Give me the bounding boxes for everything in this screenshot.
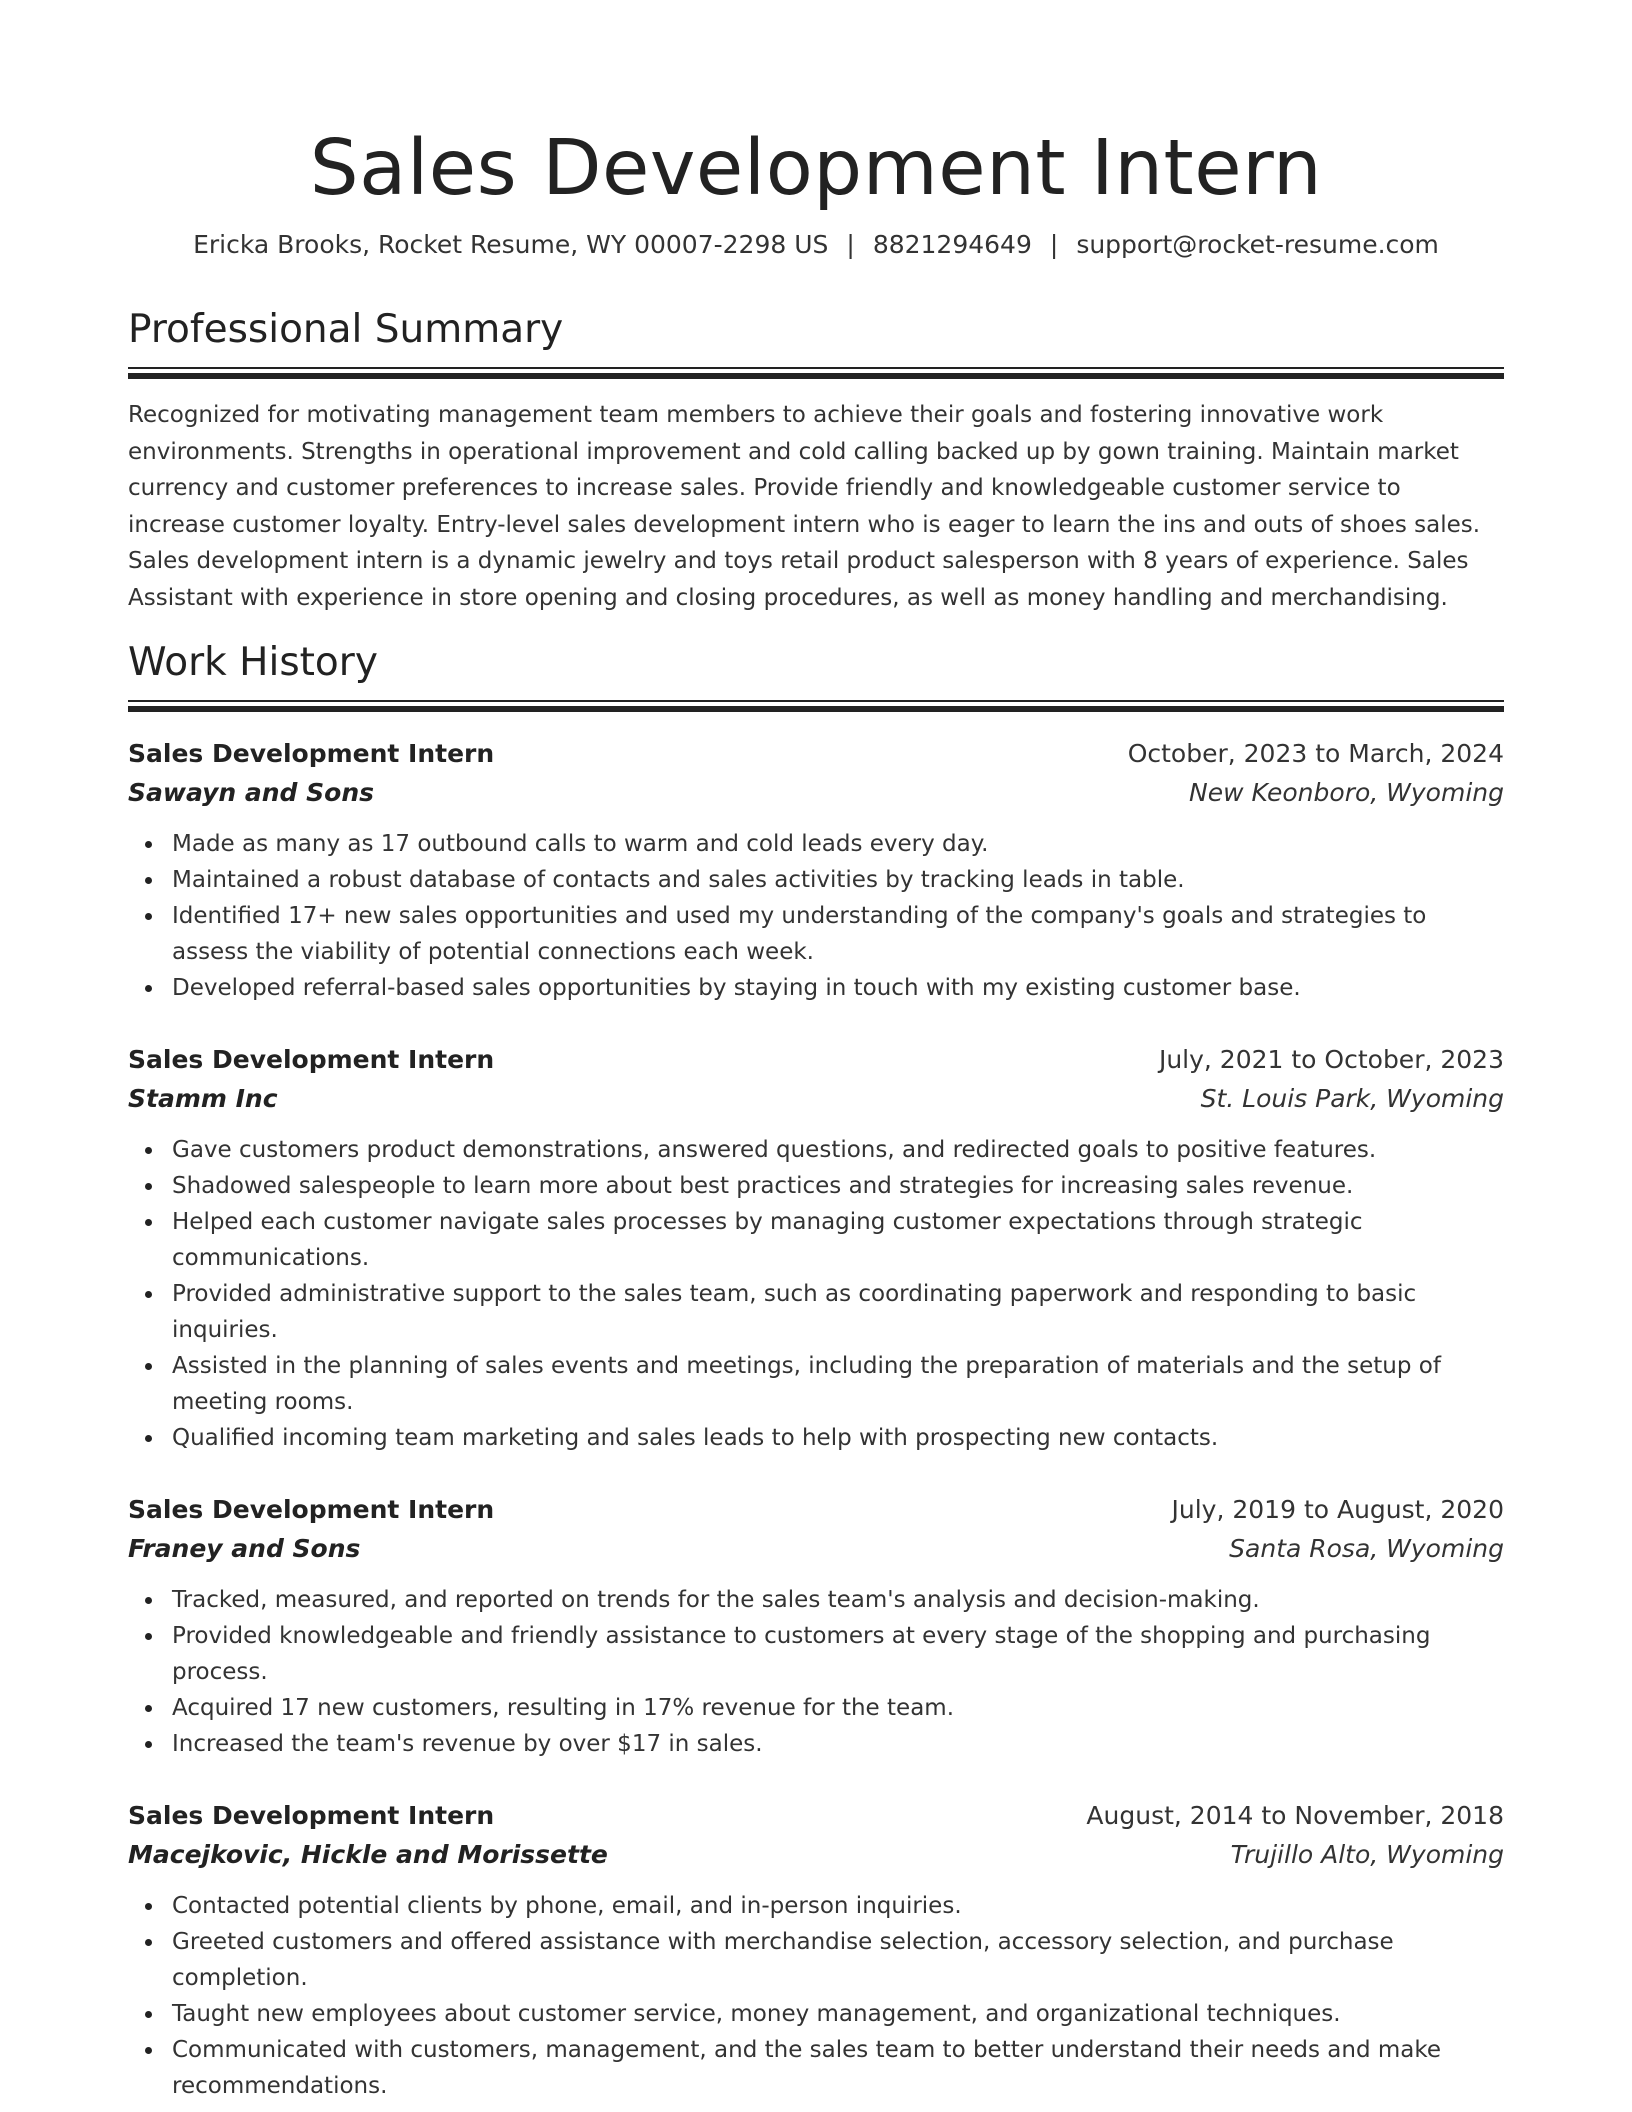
job-bullet: Increased the team's revenue by over $17 in sales. xyxy=(172,1726,1504,1762)
job-subheader-row xyxy=(128,774,1504,812)
section-divider xyxy=(128,367,1504,379)
section-heading-summary: Professional Summary xyxy=(128,307,564,352)
job-subheader-row xyxy=(128,1530,1504,1568)
job-dates: October, 2023 to March, 2024 xyxy=(1127,739,1504,768)
job-title: Sales Development Intern xyxy=(128,1495,495,1524)
contact-separator: | xyxy=(1049,230,1059,259)
resume-title: Sales Development Intern xyxy=(309,124,1323,213)
job-header-row xyxy=(128,1040,1504,1080)
section-divider xyxy=(128,700,1504,712)
job-bullet: Identified 17+ new sales opportunities and used my understanding of the company's goals and strategies to assess the viability of potential connections each week. xyxy=(172,898,1504,970)
job-entry xyxy=(128,1490,1504,1762)
job-header-row xyxy=(128,734,1504,774)
job-location: St. Louis Park, Wyoming xyxy=(1200,1084,1504,1113)
job-subheader-row xyxy=(128,1080,1504,1118)
job-bullet: Helped each customer navigate sales processes by managing customer expectations through strategic communications. xyxy=(172,1204,1504,1276)
job-bullet: Greeted customers and offered assistance with merchandise selection, accessory selection, and purchase completion. xyxy=(172,1924,1504,1996)
job-bullet: Maintained a robust database of contacts and sales activities by tracking leads in table. xyxy=(172,862,1504,898)
job-title: Sales Development Intern xyxy=(128,1045,495,1074)
job-entry xyxy=(128,1040,1504,1456)
job-bullet: Made as many as 17 outbound calls to warm and cold leads every day. xyxy=(172,826,1504,862)
section-heading-work-history: Work History xyxy=(128,640,378,685)
job-bullet: Assisted in the planning of sales events and meetings, including the preparation of materials and the setup of meeting rooms. xyxy=(172,1348,1504,1420)
job-bullet-list xyxy=(128,1888,1504,2104)
job-title: Sales Development Intern xyxy=(128,739,495,768)
contact-phone: 8821294649 xyxy=(872,230,1032,259)
job-header-row xyxy=(128,1796,1504,1836)
job-company: Franey and Sons xyxy=(128,1534,361,1563)
job-bullet: Provided administrative support to the sales team, such as coordinating paperwork and responding to basic inquiries. xyxy=(172,1276,1504,1348)
job-bullet: Contacted potential clients by phone, email, and in-person inquiries. xyxy=(172,1888,1504,1924)
job-dates: July, 2019 to August, 2020 xyxy=(1171,1495,1504,1524)
job-bullet-list xyxy=(128,1132,1504,1456)
work-history-section xyxy=(128,638,1504,2104)
job-company: Stamm Inc xyxy=(128,1084,278,1113)
job-company: Sawayn and Sons xyxy=(128,778,374,807)
contact-address: Ericka Brooks, Rocket Resume, WY 00007-2298 US xyxy=(193,230,829,259)
contact-separator: | xyxy=(846,230,855,259)
job-location: Santa Rosa, Wyoming xyxy=(1229,1534,1504,1563)
job-location: Trujillo Alto, Wyoming xyxy=(1230,1840,1504,1869)
job-entry xyxy=(128,1796,1504,2104)
contact-line xyxy=(128,227,1504,263)
job-bullet: Qualified incoming team marketing and sales leads to help with prospecting new contacts. xyxy=(172,1420,1504,1456)
job-bullet: Provided knowledgeable and friendly assistance to customers at every stage of the shopping and purchasing process. xyxy=(172,1618,1504,1690)
job-dates: July, 2021 to October, 2023 xyxy=(1158,1045,1504,1074)
job-bullet: Developed referral-based sales opportunities by staying in touch with my existing customer base. xyxy=(172,970,1504,1006)
contact-email: support@rocket-resume.com xyxy=(1076,230,1439,259)
job-subheader-row xyxy=(128,1836,1504,1874)
professional-summary-section xyxy=(128,305,1504,616)
job-bullet-list xyxy=(128,826,1504,1006)
job-dates: August, 2014 to November, 2018 xyxy=(1086,1801,1504,1830)
job-entry xyxy=(128,734,1504,1006)
summary-text: Recognized for motivating management team members to achieve their goals and fostering innovative work environments. Strengths in operational improvement and cold calling backed up by gown training. Maintain market currency and customer preferences to increase sales. Provide friendly and knowledgeable customer service to increase customer loyalty. Entry-level sales development intern who is eager to learn the ins and outs of shoes sales. Sales development intern is a dynamic jewelry and toys retail product salesperson with 8 years of experience. Sales Assistant with experience in store opening and closing procedures, as well as money handling and merchandising. xyxy=(128,402,1481,611)
job-bullet: Gave customers product demonstrations, answered questions, and redirected goals to positive features. xyxy=(172,1132,1504,1168)
job-header-row xyxy=(128,1490,1504,1530)
job-bullet: Communicated with customers, management, and the sales team to better understand their needs and make recommendations. xyxy=(172,2032,1504,2104)
job-bullet: Tracked, measured, and reported on trends for the sales team's analysis and decision-making. xyxy=(172,1582,1504,1618)
job-bullet-list xyxy=(128,1582,1504,1762)
job-location: New Keonboro, Wyoming xyxy=(1189,778,1504,807)
job-title: Sales Development Intern xyxy=(128,1801,495,1830)
job-company: Macejkovic, Hickle and Morissette xyxy=(128,1840,608,1869)
job-bullet: Acquired 17 new customers, resulting in 17% revenue for the team. xyxy=(172,1690,1504,1726)
job-bullet: Shadowed salespeople to learn more about best practices and strategies for increasing sales revenue. xyxy=(172,1168,1504,1204)
job-bullet: Taught new employees about customer service, money management, and organizational techniques. xyxy=(172,1996,1504,2032)
